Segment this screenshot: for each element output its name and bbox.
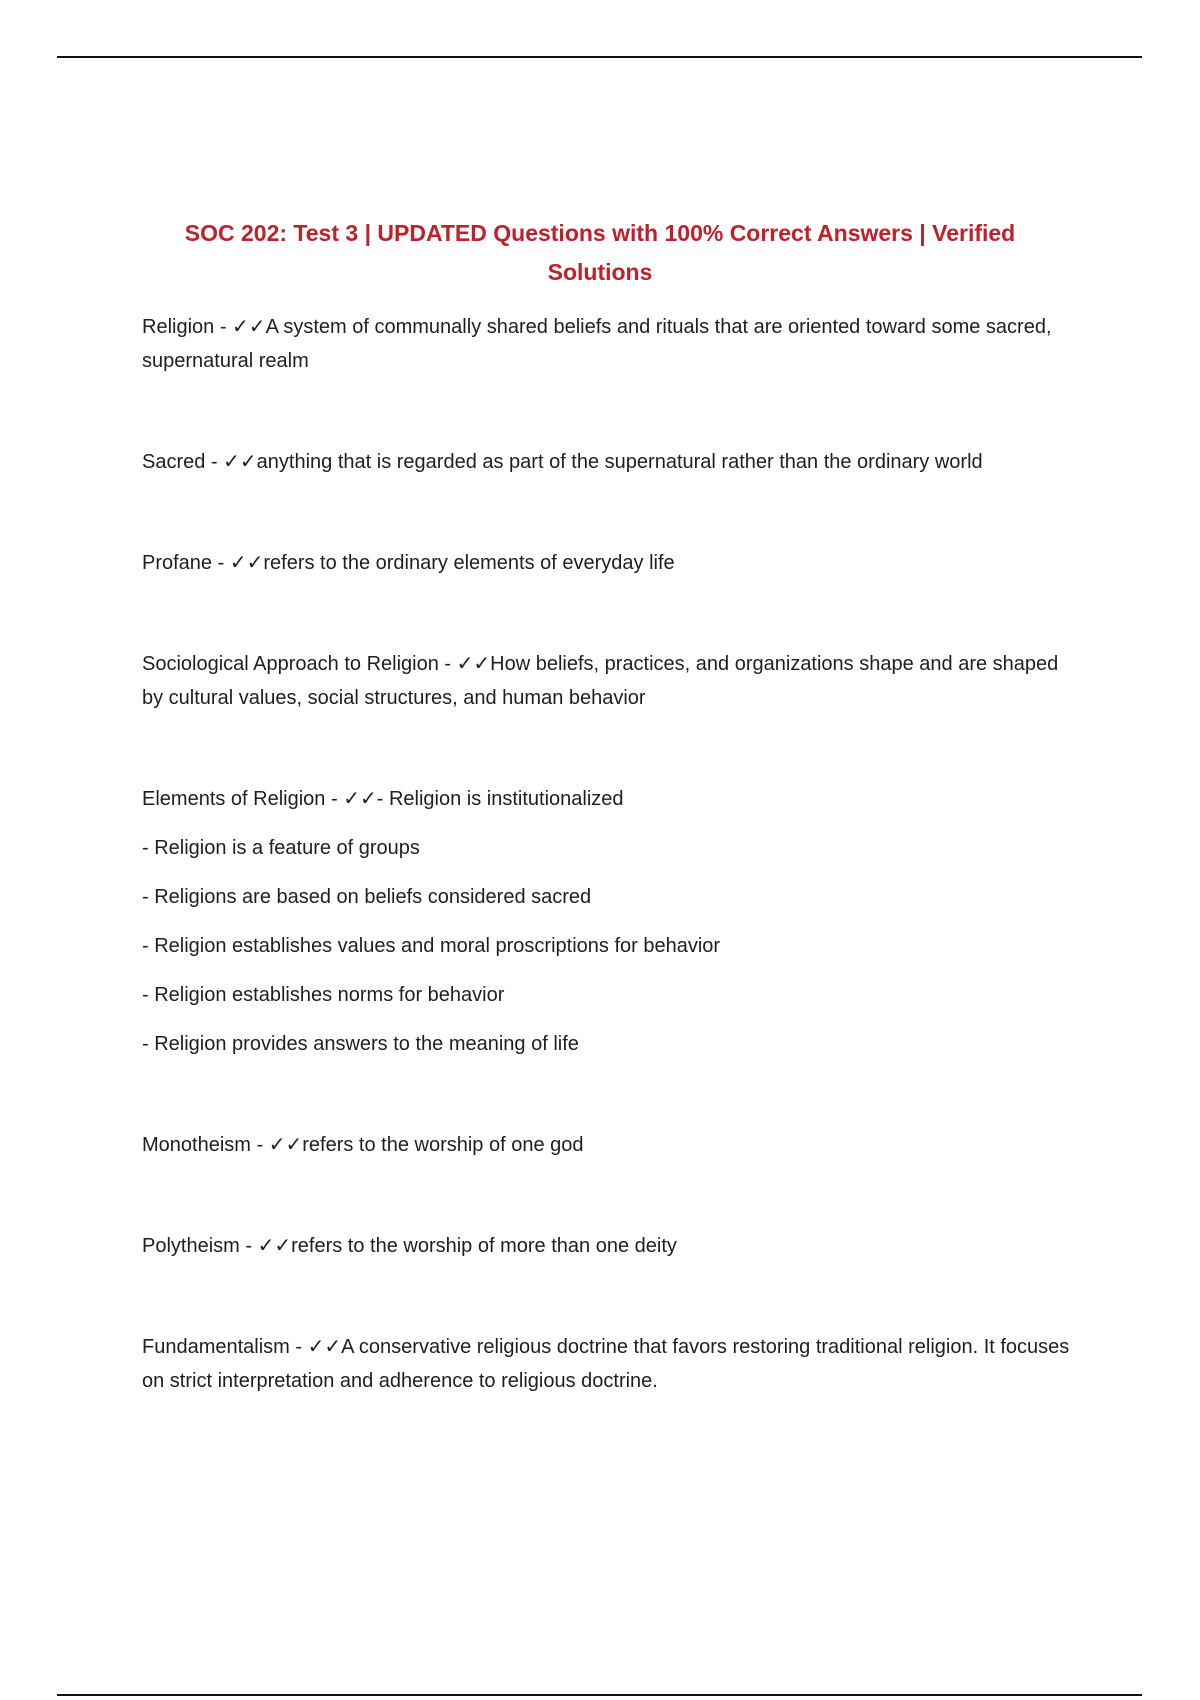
list-item: - Religion provides answers to the meaning of life <box>142 1033 579 1055</box>
check-icon: ✓✓ <box>456 653 491 675</box>
entry-term: Elements of Religion <box>142 788 326 810</box>
entry-term: Profane <box>142 552 213 574</box>
separator: - <box>289 1336 308 1358</box>
entry-religion <box>142 310 1077 378</box>
entry-fundamentalism <box>142 1330 1077 1398</box>
header-rule <box>57 56 1142 58</box>
entry-definition: refers to the ordinary elements of everyday life <box>263 552 675 574</box>
entry-term: Polytheism <box>142 1235 240 1257</box>
separator: - <box>250 1134 269 1156</box>
entry-definition: A conservative religious doctrine that favors restoring traditional religion. It focuses on strict interpretation and adherence to religious doctrine. <box>142 1336 1070 1392</box>
check-icon: ✓✓ <box>268 1134 303 1156</box>
check-icon: ✓✓ <box>229 552 264 574</box>
entry-definition: How beliefs, practices, and organizations shape and are shaped by cultural values, social structures, and human behavior <box>142 653 1059 709</box>
entry-definition: anything that is regarded as part of the supernatural rather than the ordinary world <box>256 451 983 473</box>
list-item: - Religion establishes values and moral proscriptions for behavior <box>142 935 721 957</box>
separator: - <box>325 788 344 810</box>
entry-sociological-approach <box>142 647 1077 715</box>
entry-elements-of-religion <box>142 782 1077 1061</box>
entry-term: Fundamentalism <box>142 1336 290 1358</box>
separator: - <box>214 316 233 338</box>
entry-definition: refers to the worship of more than one deity <box>291 1235 677 1257</box>
entry-term: Sociological Approach to Religion <box>142 653 439 675</box>
entry-monotheism <box>142 1128 1077 1162</box>
footer-rule <box>57 1694 1142 1696</box>
entry-definition: - Religion is institutionalized <box>376 788 624 810</box>
entry-term: Religion <box>142 316 215 338</box>
check-icon: ✓✓ <box>343 788 377 810</box>
check-icon: ✓✓ <box>307 1336 342 1358</box>
document-title: SOC 202: Test 3 | UPDATED Questions with 100% Correct Answers | Verified Solutions <box>184 220 1016 285</box>
separator: - <box>205 451 224 473</box>
separator: - <box>438 653 457 675</box>
list-item: - Religions are based on beliefs considered sacred <box>142 886 592 908</box>
entry-definition: A system of communally shared beliefs and rituals that are oriented toward some sacred, supernatural realm <box>142 316 1052 372</box>
entry-term: Sacred <box>142 451 206 473</box>
check-icon: ✓✓ <box>232 316 266 338</box>
entry-sacred <box>142 445 1077 479</box>
list-item: - Religion is a feature of groups <box>142 837 420 859</box>
entry-definition: refers to the worship of one god <box>302 1134 584 1156</box>
check-icon: ✓✓ <box>257 1235 292 1257</box>
list-item: - Religion establishes norms for behavior <box>142 984 505 1006</box>
separator: - <box>239 1235 258 1257</box>
separator: - <box>212 552 230 574</box>
check-icon: ✓✓ <box>223 451 257 473</box>
entry-profane <box>142 546 1077 580</box>
entry-polytheism <box>142 1229 1077 1263</box>
entries-list <box>142 310 1077 1398</box>
entry-term: Monotheism <box>142 1134 251 1156</box>
